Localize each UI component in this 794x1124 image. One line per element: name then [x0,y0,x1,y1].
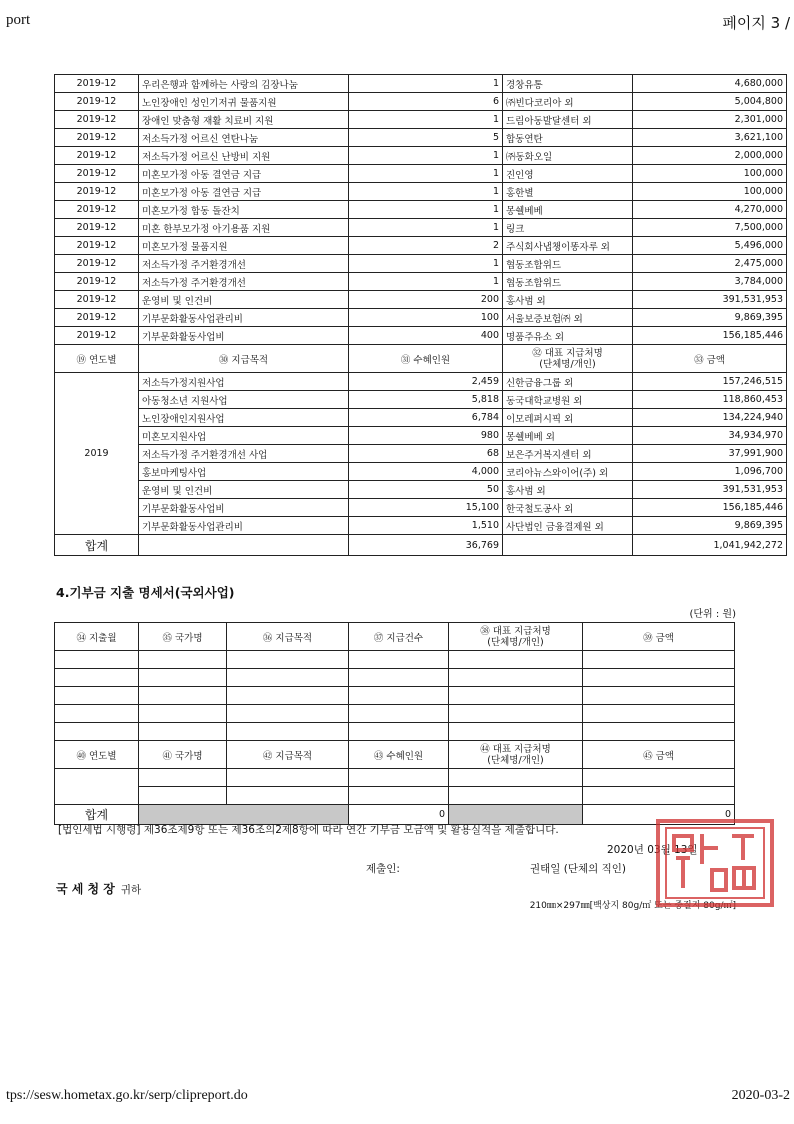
page-number: 페이지 3 / [722,14,790,32]
payee-cell: 합동연탄 [503,129,633,147]
payee-cell: ㈜동화오일 [503,147,633,165]
payee-header-line1: ㊳ 대표 지급처명 [480,625,551,637]
country-header: ㉟ 국가명 [139,623,227,651]
seal-glyphs [674,834,754,890]
amount-cell: 5,496,000 [633,237,787,255]
payee-header-line2: (단체명/개인) [487,636,544,648]
addressee-suffix: 귀하 [120,884,142,896]
table-row [55,129,787,147]
amount-cell: 34,934,970 [633,427,787,445]
amount-cell: 157,246,515 [633,373,787,391]
amount-cell: 5,004,800 [633,93,787,111]
purpose-cell: 미혼모가정 합동 돌잔치 [139,201,349,219]
purpose-cell: 기부문화활동사업비 [139,327,349,345]
count-cell: 1 [349,165,503,183]
official-seal-icon [654,818,776,908]
count-cell: 1,510 [349,517,503,535]
payee-cell: ㈜빈다코리아 외 [503,93,633,111]
purpose-cell: 운영비 및 인건비 [139,481,349,499]
amount-cell: 1,096,700 [633,463,787,481]
count-cell: 6,784 [349,409,503,427]
overseas-yearly-empty-row [55,769,735,787]
purpose-cell: 아동청소년 지원사업 [139,391,349,409]
count-cell: 1 [349,255,503,273]
purpose-cell: 홍보마케팅사업 [139,463,349,481]
total-empty [139,535,349,556]
table-row [55,463,787,481]
payee-header [503,345,633,373]
table-row [55,93,787,111]
purpose-cell: 미혼 한부모가정 아기용품 지원 [139,219,349,237]
payee-cell: 주식회사냅챙이똥자루 외 [503,237,633,255]
count-cell: 1 [349,273,503,291]
purpose-header: ㊷ 지급목적 [227,741,349,769]
amount-cell: 7,500,000 [633,219,787,237]
month-cell: 2019-12 [55,273,139,291]
total-count: 36,769 [349,535,503,556]
payee-cell: 명품주유소 외 [503,327,633,345]
footer-url: tps://sesw.hometax.go.kr/serp/clipreport.do [6,1088,248,1103]
year-header: ⑲ 연도별 [55,345,139,373]
payee-cell: 홍한별 [503,183,633,201]
month-cell: 2019-12 [55,93,139,111]
submitter-name: 권태일 (단체의 직인) [530,863,627,875]
overseas-yearly-header-row [55,741,735,769]
country-header: ㊶ 국가명 [139,741,227,769]
payee-cell: 협동조합위드 [503,255,633,273]
purpose-cell: 기부문화활동사업관리비 [139,517,349,535]
count-cell: 1 [349,147,503,165]
count-cell: 1 [349,219,503,237]
month-cell: 2019-12 [55,291,139,309]
count-cell: 68 [349,445,503,463]
payee-cell: 이모레퍼시픽 외 [503,409,633,427]
purpose-header: ㊱ 지급목적 [227,623,349,651]
payee-cell: 협동조합위드 [503,273,633,291]
month-cell: 2019-12 [55,129,139,147]
overseas-empty-row [55,687,735,705]
purpose-cell: 미혼모가정 아동 결연금 지급 [139,165,349,183]
domestic-total-row [55,535,787,556]
recipients-header: ㊸ 수혜인원 [349,741,449,769]
amount-cell: 2,475,000 [633,255,787,273]
purpose-cell: 저소득가정 어르신 연탄나눔 [139,129,349,147]
paper-spec: 210㎜×297㎜[백상지 80g/㎡ 또는 중질지 80g/㎡] [529,901,736,911]
purpose-cell: 저소득가정 주거환경개선 [139,273,349,291]
overseas-empty-row [55,705,735,723]
month-cell: 2019-12 [55,183,139,201]
table-row [55,165,787,183]
total-amount: 1,041,942,272 [633,535,787,556]
table-row [55,445,787,463]
table-row [55,517,787,535]
count-cell: 1 [349,183,503,201]
month-header: ㉞ 지출월 [55,623,139,651]
month-cell: 2019-12 [55,255,139,273]
table-row [55,219,787,237]
amount-cell: 4,680,000 [633,75,787,93]
recipients-header: ㉛ 수혜인원 [349,345,503,373]
count-cell: 2 [349,237,503,255]
amount-cell: 134,224,940 [633,409,787,427]
count-cell: 980 [349,427,503,445]
table-row [55,75,787,93]
submitter-label: 제출인: [366,863,400,875]
payee-header-line2: (단체명/개인) [539,358,596,370]
payee-header-line1: ㉜ 대표 지급처명 [532,347,603,359]
count-cell: 5,818 [349,391,503,409]
purpose-header: ㉚ 지급목적 [139,345,349,373]
payee-header [449,623,583,651]
payee-cell: 코리아뉴스와이어(주) 외 [503,463,633,481]
purpose-cell: 운영비 및 인건비 [139,291,349,309]
amount-cell: 100,000 [633,165,787,183]
count-cell: 2,459 [349,373,503,391]
amount-cell: 3,784,000 [633,273,787,291]
amount-cell: 118,860,453 [633,391,787,409]
addressee [56,880,141,897]
month-cell: 2019-12 [55,75,139,93]
count-header: ㊲ 지급건수 [349,623,449,651]
amount-cell: 2,000,000 [633,147,787,165]
table-row [55,309,787,327]
count-cell: 400 [349,327,503,345]
amount-cell: 37,991,900 [633,445,787,463]
amount-header: ㉝ 금액 [633,345,787,373]
amount-cell: 4,270,000 [633,201,787,219]
domestic-monthly-rows [55,75,787,345]
table-row [55,291,787,309]
purpose-cell: 저소득가정지원사업 [139,373,349,391]
table-row [55,499,787,517]
total-amount: 0 [583,805,735,825]
payee-header-line1: ㊹ 대표 지급처명 [480,743,551,755]
table-row [55,183,787,201]
amount-cell: 391,531,953 [633,481,787,499]
table-row [55,255,787,273]
table-row [55,111,787,129]
overseas-header-row [55,623,735,651]
purpose-cell: 저소득가정 주거환경개선 사업 [139,445,349,463]
overseas-empty-row [55,669,735,687]
table-row [55,237,787,255]
total-count: 0 [349,805,449,825]
submission-date: 2020년 03월 13일 [607,844,698,856]
overseas-section-title: 4.기부금 지출 명세서(국외사업) [56,585,235,600]
footer-date: 2020-03-2 [731,1088,790,1103]
payee-cell: 드림아동발달센터 외 [503,111,633,129]
count-cell: 1 [349,111,503,129]
purpose-cell: 저소득가정 주거환경개선 [139,255,349,273]
table-row [55,409,787,427]
year-header: ㊵ 연도별 [55,741,139,769]
month-cell: 2019-12 [55,237,139,255]
purpose-cell: 미혼모가정 아동 결연금 지급 [139,183,349,201]
month-cell: 2019-12 [55,219,139,237]
purpose-cell: 기부문화활동사업비 [139,499,349,517]
month-cell: 2019-12 [55,201,139,219]
table-row [55,481,787,499]
amount-cell: 156,185,446 [633,499,787,517]
table-row [55,327,787,345]
purpose-cell: 노인장애인지원사업 [139,409,349,427]
table-row [55,147,787,165]
purpose-cell: 노인장애인 성인기저귀 물품지원 [139,93,349,111]
count-cell: 5 [349,129,503,147]
payee-cell: 사단법인 금융결제원 외 [503,517,633,535]
total-label: 합계 [55,805,139,825]
purpose-cell: 저소득가정 어르신 난방비 지원 [139,147,349,165]
payee-cell: 서울보증보험㈜ 외 [503,309,633,327]
amount-cell: 100,000 [633,183,787,201]
payee-header-line2: (단체명/개인) [487,754,544,766]
payee-cell: 링크 [503,219,633,237]
payee-cell: 동국대학교병원 외 [503,391,633,409]
count-cell: 50 [349,481,503,499]
browser-header-title: port [6,12,31,28]
year-cell: 2019 [55,373,139,535]
seal-border [658,821,772,905]
payee-cell: 몽쉘베베 [503,201,633,219]
yearly-header-row [55,345,787,373]
month-cell: 2019-12 [55,309,139,327]
count-cell: 100 [349,309,503,327]
overseas-empty-row [55,723,735,741]
month-cell: 2019-12 [55,165,139,183]
amount-cell: 2,301,000 [633,111,787,129]
month-cell: 2019-12 [55,327,139,345]
purpose-cell: 우리은행과 함께하는 사랑의 김장나눔 [139,75,349,93]
amount-cell: 156,185,446 [633,327,787,345]
payee-cell: 진인영 [503,165,633,183]
table-row [55,373,787,391]
overseas-empty-row [55,651,735,669]
table-row [55,273,787,291]
table-row [55,201,787,219]
count-cell: 4,000 [349,463,503,481]
domestic-yearly-section [55,345,787,373]
count-cell: 6 [349,93,503,111]
payee-cell: 몽쉘베베 외 [503,427,633,445]
amount-header: ㊺ 금액 [583,741,735,769]
legal-note: [법인세법 시행령] 제36조제9항 또는 제36조의2제8항에 따라 연간 기부금 모금액 및 활용실적을 제출합니다. [58,824,559,836]
table-row [55,427,787,445]
count-cell: 15,100 [349,499,503,517]
unit-label: (단위 : 원) [689,609,736,620]
payee-cell: 한국철도공사 외 [503,499,633,517]
count-cell: 200 [349,291,503,309]
month-cell: 2019-12 [55,111,139,129]
payee-cell: 신한금융그룹 외 [503,373,633,391]
payee-cell: 보은주거복지센터 외 [503,445,633,463]
domestic-expense-table [54,74,787,556]
payee-cell: 홍사범 외 [503,481,633,499]
total-payee-empty [503,535,633,556]
payee-header [449,741,583,769]
payee-cell: 홍사범 외 [503,291,633,309]
total-label: 합계 [55,535,139,556]
amount-cell: 3,621,100 [633,129,787,147]
purpose-cell: 미혼모지원사업 [139,427,349,445]
count-cell: 1 [349,75,503,93]
payee-cell: 경창유통 [503,75,633,93]
domestic-yearly-rows [55,373,787,535]
purpose-cell: 기부문화활동사업관리비 [139,309,349,327]
amount-header: ㊴ 금액 [583,623,735,651]
amount-cell: 9,869,395 [633,517,787,535]
addressee-name: 국 세 청 장 [56,882,115,896]
month-cell: 2019-12 [55,147,139,165]
overseas-expense-table [54,622,735,825]
count-cell: 1 [349,201,503,219]
purpose-cell: 장애인 맞춤형 재활 치료비 지원 [139,111,349,129]
table-row [55,391,787,409]
amount-cell: 9,869,395 [633,309,787,327]
amount-cell: 391,531,953 [633,291,787,309]
overseas-yearly-empty-row [55,787,735,805]
purpose-cell: 미혼모가정 물품지원 [139,237,349,255]
